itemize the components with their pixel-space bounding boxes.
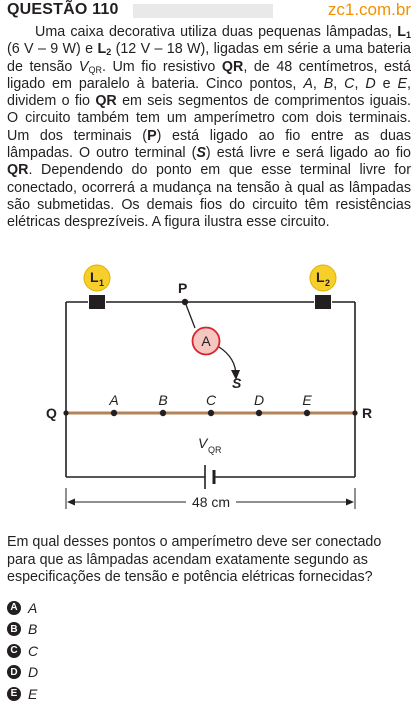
site-watermark: zc1.com.br: [327, 0, 411, 19]
option-d-badge: D: [7, 665, 21, 679]
point-c-dot: [208, 410, 214, 416]
lamp-l2-label: L: [316, 269, 325, 285]
dimension-arrow-right-icon: [346, 499, 354, 506]
battery-voltage-subscript: QR: [208, 445, 222, 455]
statement-text: Uma caixa decorativa utiliza duas pequenas lâmpadas, $L_1$ (6 V – 9 W) e $L_2$ (12 V – 18 W), ligadas em série a uma bateria de tensão $V_{QR}$. Um fio resistivo QR, de 48 centímetros, está ligado em paralelo à bateria. Cinco pontos, A, B, C, D e E, dividem o fio QR em seis segmentos de comprimentos iguais. O circuito também tem um amperímetro com dois terminais. Um dos terminais (P) está ligado ao fio entre as duas lâmpadas. O outro terminal (S) está livre e será ligado ao fio QR. Dependendo do ponto em que esse terminal livre for conectado, ocorrerá a mudança na tensão à qual as lâmpadas são submetidas. Os demais fios do circuito têm resistências elétricas desprezíveis. A figura ilustra esse circuito.: [7, 24, 412, 231]
header-bar: [133, 4, 273, 18]
point-d-label: D: [253, 392, 265, 408]
option-b-text: B: [28, 621, 38, 638]
question-prompt: Em qual desses pontos o amperímetro deve ser conectado para que as lâmpadas acendam exatamente segundo as especificações de tensão e potência elétricas fornecidas?: [7, 534, 382, 586]
option-e[interactable]: [7, 683, 38, 705]
point-e-label: E: [302, 392, 312, 408]
answer-options: [7, 597, 38, 705]
length-dimension: [66, 488, 355, 510]
terminal-p-label: P: [178, 280, 188, 296]
lamp-l1-subscript: 1: [99, 278, 105, 288]
point-b-label: B: [158, 392, 168, 408]
node-r: [352, 410, 357, 415]
option-a-text: A: [28, 599, 38, 616]
option-c-text: C: [28, 642, 39, 659]
question-number: QUESTÃO 110: [7, 1, 119, 18]
statement-line-2: $L_1$ (6 V – 9 W) e $L_2$ (12 V – 18 W), ligadas em série a: [7, 24, 411, 58]
point-a-dot: [111, 410, 117, 416]
statement-line-8: ligado ao fio entre as duas lâmpadas. O outro terminal (S): [7, 127, 411, 162]
dimension-label: 48 cm: [191, 494, 231, 510]
dimension-arrow-left-icon: [67, 499, 75, 506]
option-b[interactable]: [7, 619, 38, 641]
question-statement: [7, 24, 411, 232]
option-c[interactable]: [7, 640, 38, 662]
question-header: [0, 0, 420, 22]
option-a[interactable]: [7, 597, 38, 619]
statement-line-9: está livre e será ligado ao fio QR. Dependendo do ponto em: [7, 145, 412, 179]
point-d-dot: [256, 410, 262, 416]
option-a-badge: A: [7, 601, 21, 615]
ammeter-label: A: [201, 333, 211, 349]
option-e-badge: E: [7, 687, 21, 701]
option-b-badge: B: [7, 622, 21, 636]
lamp-l2-subscript: 2: [325, 278, 331, 288]
battery: [198, 435, 222, 489]
option-e-text: E: [28, 685, 38, 702]
lamp-l1-label: L: [90, 269, 99, 285]
ammeter-lead: [185, 302, 195, 328]
statement-line-5: pontos, A, B, C, D e E, dividem o fio QR em seis segmentos: [7, 75, 411, 110]
statement-line-7: amperímetro com dois terminais. Um dos terminais (P) está: [7, 110, 411, 144]
point-a-label: A: [109, 392, 119, 408]
circuit-diagram: [0, 262, 420, 522]
point-c-label: C: [205, 392, 217, 408]
terminal-s-label: S: [232, 375, 242, 391]
point-q-label: Q: [46, 405, 57, 421]
option-d-text: D: [28, 664, 39, 681]
statement-line-3: uma bateria de tensão $V_{QR}$. Um fio resistivo QR, de: [7, 41, 412, 75]
point-b-dot: [160, 410, 166, 416]
option-d[interactable]: [7, 662, 38, 684]
node-q: [63, 410, 68, 415]
battery-voltage-label: V: [198, 435, 208, 451]
point-r-label: R: [362, 405, 373, 421]
option-c-badge: C: [7, 644, 21, 658]
point-e-dot: [304, 410, 310, 416]
circuit-figure: [0, 262, 420, 522]
